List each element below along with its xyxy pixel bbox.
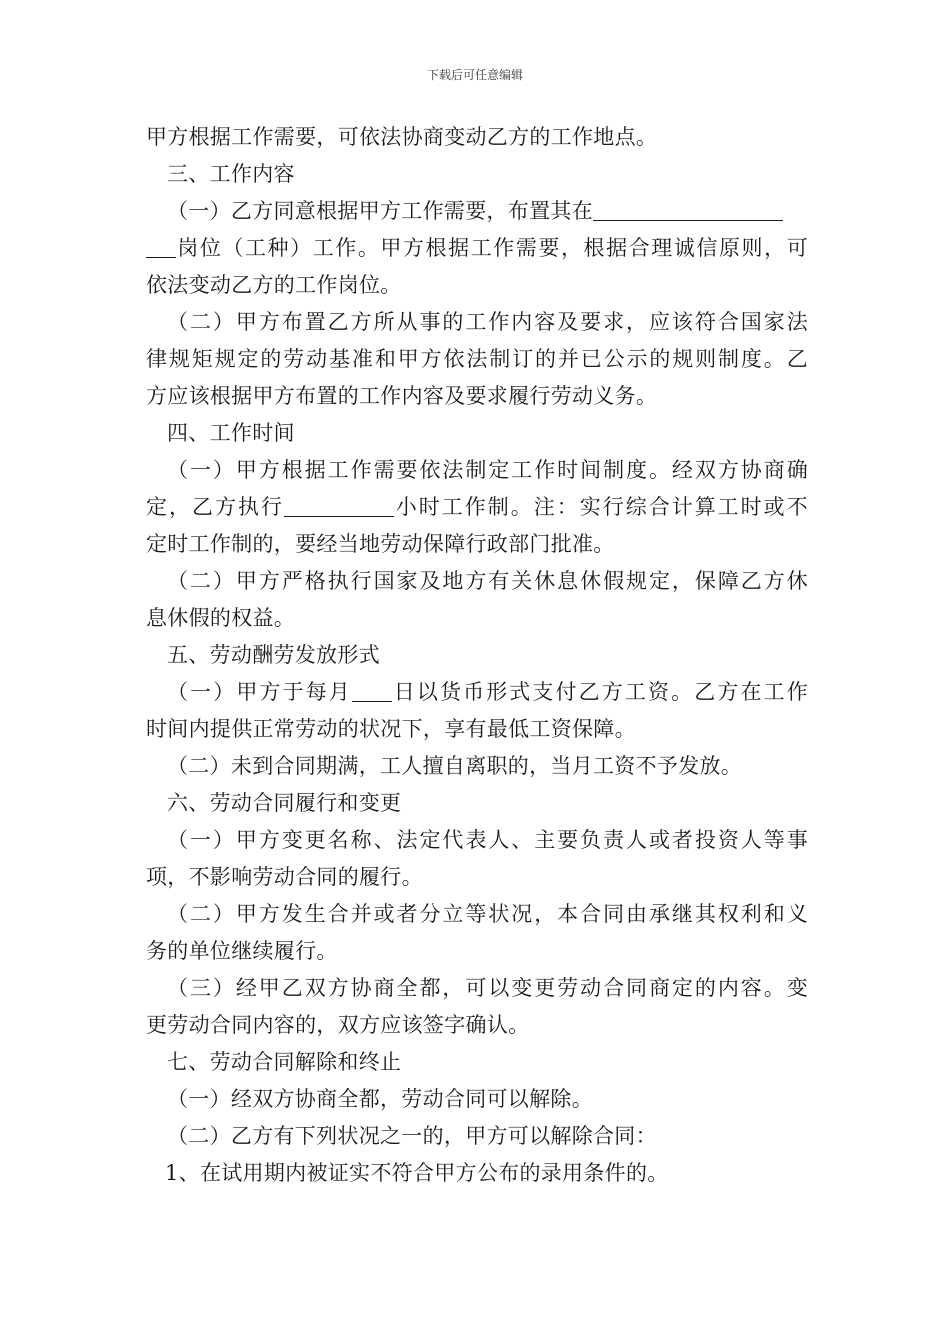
section-heading: 三、工作内容	[167, 162, 295, 186]
fill-in-blank[interactable]	[593, 196, 783, 221]
fill-in-blank[interactable]	[146, 233, 176, 258]
paragraph-line: 定时工作制的，要经当地劳动保障行政部门批准。	[146, 532, 615, 556]
section-heading: 六、劳动合同履行和变更	[167, 791, 402, 815]
paragraph-line: （一）甲方于每月 日以货币形式支付乙方工资。乙方在工作	[146, 674, 808, 711]
paragraph-line: 项，不影响劳动合同的履行。	[146, 865, 423, 889]
paragraph-line: （二）甲方布置乙方所从事的工作内容及要求，应该符合国家法	[167, 310, 808, 334]
list-item: 1、在试用期内被证实不符合甲方公布的录用条件的。	[165, 1161, 669, 1185]
page-header: 下载后可任意编辑	[426, 68, 523, 82]
paragraph-line: （二）甲方发生合并或者分立等状况，本合同由承继其权利和义	[167, 902, 808, 926]
paragraph-line: （一）经双方协商全都，劳动合同可以解除。	[167, 1087, 593, 1111]
paragraph-line: （二）乙方有下列状况之一的，甲方可以解除合同：	[167, 1124, 657, 1148]
paragraph-line: 时间内提供正常劳动的状况下，享有最低工资保障。	[146, 717, 636, 741]
fill-in-blank[interactable]	[284, 492, 394, 517]
paragraph-line: （一）甲方根据工作需要依法制定工作时间制度。经双方协商确	[167, 458, 808, 482]
document-body	[146, 119, 808, 1192]
paragraph-line: 律规矩规定的劳动基准和甲方依法制订的并已公示的规则制度。乙	[146, 347, 808, 371]
paragraph-line: （三）经甲乙双方协商全都，可以变更劳动合同商定的内容。变	[167, 976, 808, 1000]
paragraph-line: 务的单位继续履行。	[146, 939, 338, 963]
paragraph-line: （二）未到合同期满，工人擅自离职的，当月工资不予发放。	[167, 754, 743, 778]
paragraph-line: （一）乙方同意根据甲方工作需要，布置其在	[146, 193, 808, 230]
paragraph-line: 依法变动乙方的工作岗位。	[146, 273, 402, 297]
paragraph-line: 甲方根据工作需要，可依法协商变动乙方的工作地点。	[146, 125, 658, 149]
section-heading: 七、劳动合同解除和终止	[167, 1050, 402, 1074]
paragraph-line: （二）甲方严格执行国家及地方有关休息休假规定，保障乙方休	[167, 569, 808, 593]
paragraph-line: 岗位（工种）工作。甲方根据工作需要，根据合理诚信原则，可	[146, 230, 808, 267]
paragraph-line: 方应该根据甲方布置的工作内容及要求履行劳动义务。	[146, 384, 658, 408]
fill-in-blank[interactable]	[352, 677, 392, 702]
paragraph-line: （一）甲方变更名称、法定代表人、主要负责人或者投资人等事	[167, 828, 808, 852]
section-heading: 五、劳动酬劳发放形式	[167, 643, 380, 667]
paragraph-line: 定，乙方执行 小时工作制。注：实行综合计算工时或不	[146, 489, 808, 526]
section-heading: 四、工作时间	[167, 421, 295, 445]
paragraph-line: 更劳动合同内容的，双方应该签字确认。	[146, 1013, 530, 1037]
paragraph-line: 息休假的权益。	[146, 606, 296, 630]
